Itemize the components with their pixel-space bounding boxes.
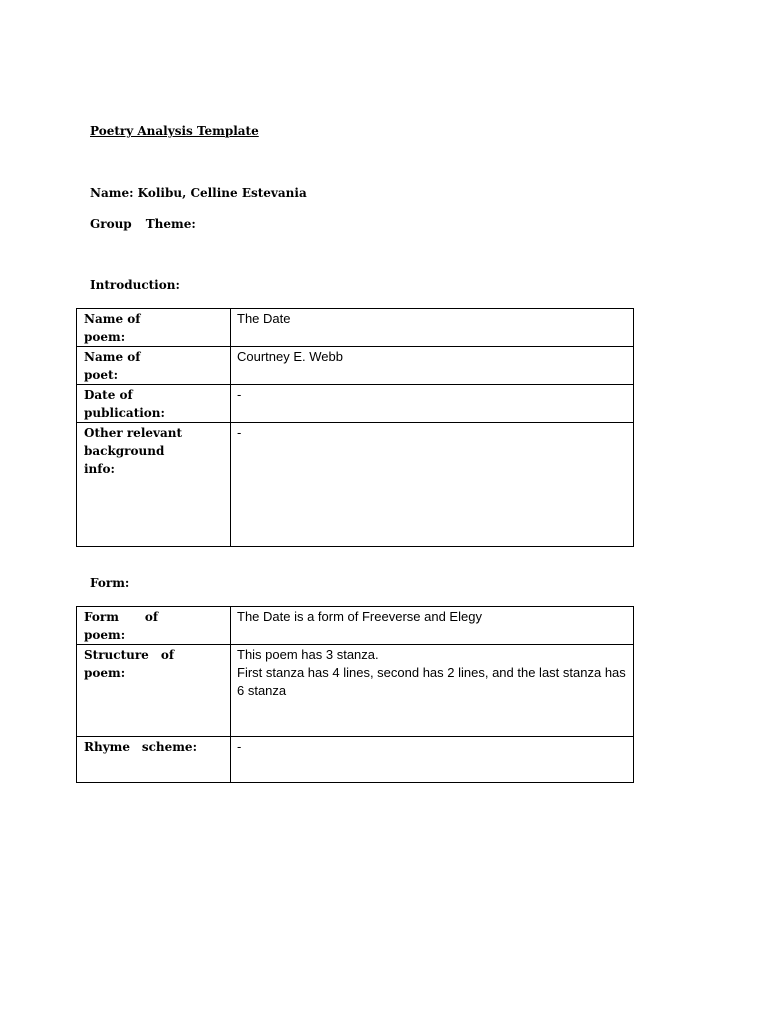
value-cell: [231, 309, 634, 347]
row-label-line: info:: [84, 462, 115, 476]
label-word: Form: [84, 610, 119, 624]
rhyme-scheme-value: -: [237, 739, 242, 754]
document-title: Poetry Analysis Template: [90, 124, 259, 138]
row-label-line: poet:: [84, 368, 119, 382]
label-cell: [77, 607, 231, 645]
label-cell: [77, 309, 231, 347]
poem-name-value: The Date: [237, 311, 291, 326]
label-cell: [77, 347, 231, 385]
row-label-line: [84, 608, 224, 626]
row-label-line: poem:: [84, 330, 126, 344]
value-cell: [231, 607, 634, 645]
row-label-line: [84, 646, 224, 664]
structure-value-line: First stanza has 4 lines, second has 2 lines, and the last stanza has 6 stanza: [237, 665, 626, 698]
row-label-line: [84, 738, 224, 756]
label-cell: [77, 645, 231, 737]
value-cell: [231, 423, 634, 547]
row-label-line: Name of: [84, 312, 141, 326]
publication-date-value: -: [237, 387, 242, 402]
label-word: Structure: [84, 648, 149, 662]
row-label-line: poem:: [84, 628, 126, 642]
background-info-value: -: [237, 425, 242, 440]
row-label-line: poem:: [84, 666, 126, 680]
student-name-line: Name: Kolibu, Celline Estevania: [90, 186, 307, 200]
table-row-poem-name: [77, 309, 634, 347]
table-row-background-info: [77, 423, 634, 547]
group-theme-line: [90, 217, 196, 231]
table-row-publication-date: [77, 385, 634, 423]
label-word: of: [144, 610, 158, 624]
row-label-line: Name of: [84, 350, 141, 364]
table-row-poet-name: [77, 347, 634, 385]
row-label-line: background: [84, 444, 165, 458]
row-label-line: publication:: [84, 406, 165, 420]
label-word: of: [160, 648, 174, 662]
form-value: The Date is a form of Freeverse and Elegy: [237, 609, 482, 624]
value-cell: [231, 737, 634, 783]
value-cell: [231, 347, 634, 385]
row-label-line: Other relevant: [84, 426, 183, 440]
table-row-form: [77, 607, 634, 645]
label-cell: [77, 423, 231, 547]
introduction-heading: Introduction:: [90, 278, 180, 292]
table-row-rhyme-scheme: [77, 737, 634, 783]
form-table: [76, 606, 634, 783]
theme-label: Theme:: [145, 217, 196, 231]
structure-value-line: This poem has 3 stanza.: [237, 647, 379, 662]
label-cell: [77, 385, 231, 423]
label-cell: [77, 737, 231, 783]
value-cell: [231, 385, 634, 423]
introduction-table: [76, 308, 634, 547]
value-cell: [231, 645, 634, 737]
group-label: Group: [90, 217, 132, 231]
table-row-structure: [77, 645, 634, 737]
label-word: Rhyme: [84, 740, 131, 754]
row-label-line: Date of: [84, 388, 133, 402]
label-word: scheme:: [141, 740, 197, 754]
form-heading: Form:: [90, 576, 130, 590]
poet-name-value: Courtney E. Webb: [237, 349, 343, 364]
